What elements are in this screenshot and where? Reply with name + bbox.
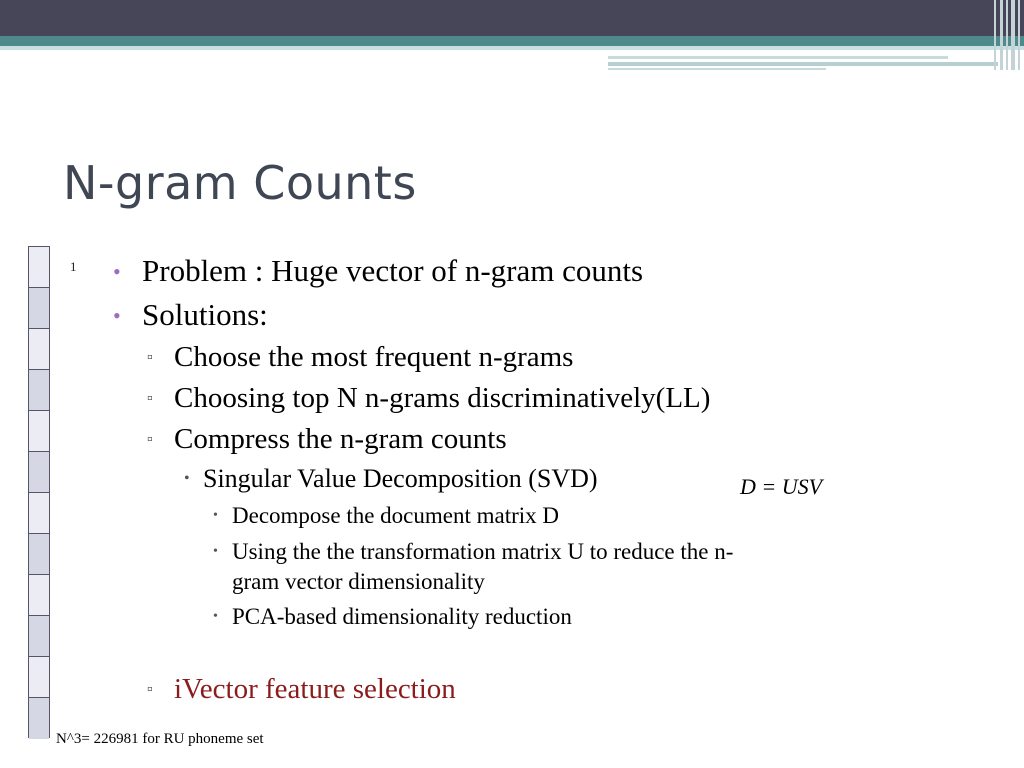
decorative-vertical-bars (992, 0, 1024, 70)
bullet-ivector: iVector feature selection (174, 673, 456, 705)
dot-bullet-icon: • (213, 544, 218, 559)
footer-note: N^3= 226981 for RU phoneme set (56, 731, 264, 747)
square-bullet-icon: ▫ (147, 349, 153, 366)
bullet-problem: Problem : Huge vector of n-gram counts (142, 253, 644, 288)
dot-bullet-icon: • (213, 609, 218, 624)
bullet-most-frequent: Choose the most frequent n-grams (174, 341, 574, 373)
square-bullet-icon: ▫ (147, 681, 153, 698)
svd-formula: D = USV (740, 474, 823, 499)
bullet-icon: • (113, 259, 121, 284)
bullet-transformation-cont: gram vector dimensionality (232, 569, 485, 594)
slide-title: N-gram Counts (63, 156, 417, 210)
footnote-marker: 1 (70, 259, 77, 274)
accent-band-light (0, 46, 1024, 50)
accent-band (0, 36, 1024, 46)
top-banner (0, 0, 1024, 36)
square-bullet-icon: ▫ (147, 390, 153, 407)
decorative-ladder-bar (28, 246, 50, 738)
bullet-decompose: Decompose the document matrix D (232, 503, 560, 528)
decorative-stripe (608, 68, 826, 70)
decorative-stripe (608, 62, 998, 66)
dot-bullet-icon: • (213, 508, 218, 523)
bullet-top-n: Choosing top N n-grams discriminatively(LL) (174, 382, 711, 414)
dot-bullet-icon: • (184, 470, 190, 487)
bullet-compress: Compress the n-gram counts (174, 423, 507, 455)
square-bullet-icon: ▫ (147, 431, 153, 448)
bullet-solutions: Solutions: (142, 297, 268, 332)
decorative-stripe (608, 56, 948, 59)
bullet-pca: PCA-based dimensionality reduction (232, 604, 572, 629)
bullet-svd: Singular Value Decomposition (SVD) (203, 464, 598, 493)
bullet-transformation: Using the the transformation matrix U to reduce the n- (232, 539, 734, 564)
bullet-icon: • (113, 303, 121, 328)
